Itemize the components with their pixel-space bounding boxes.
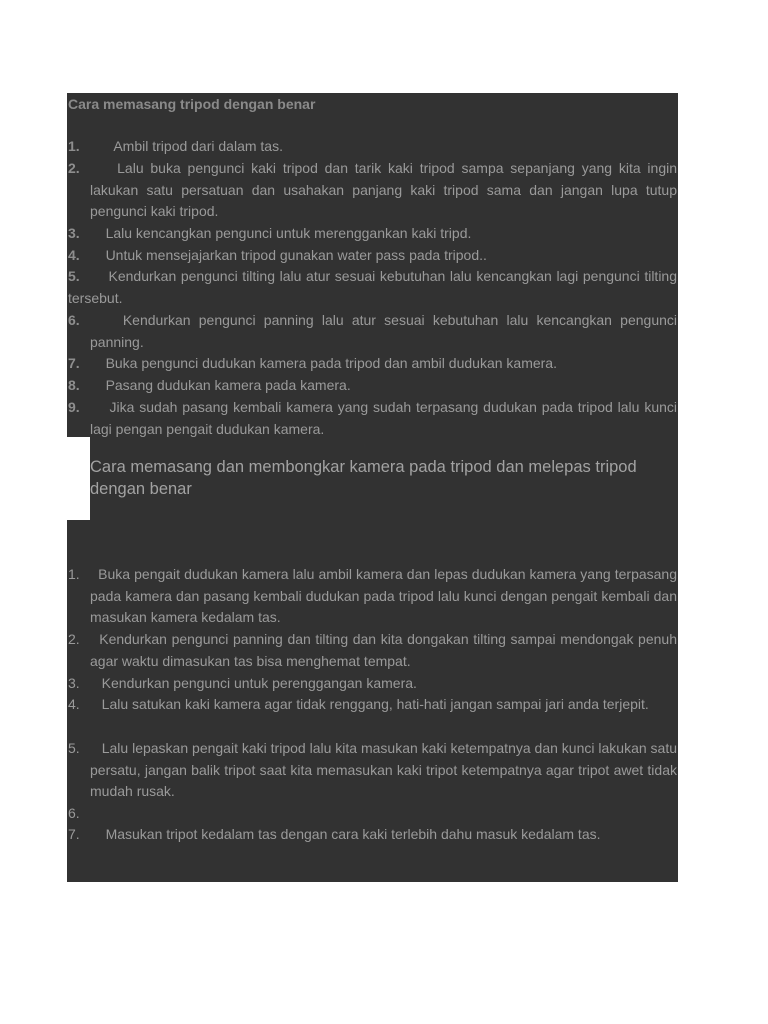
list-item-number: 1. — [68, 138, 80, 154]
list-item-text: Kendurkan pengunci panning dan tilting dan kita dongakan tilting sampai mendongak penuh agar waktu dimasukan tas bisa menghemat tempat. — [90, 631, 681, 669]
list-item-number: 4. — [68, 247, 80, 263]
list-item-text: Lalu satukan kaki kamera agar tidak renggang, hati-hati jangan sampai jari anda terjepit. — [90, 696, 649, 712]
list-item-number: 5. — [68, 268, 80, 284]
list-item-text: Kendurkan pengunci untuk perenggangan kamera. — [90, 675, 417, 691]
list-item-text: Lalu kencangkan pengunci untuk merenggankan kaki tripd. — [90, 225, 472, 241]
list-item-text: Pasang dudukan kamera pada kamera. — [90, 377, 351, 393]
list-item-text: Buka pengait dudukan kamera lalu ambil kamera dan lepas dudukan kamera yang terpasang pada kamera dan pasang kembali dudukan pada tripod lalu kunci dengan pengait kembali dan masukan kamera kedalam tas. — [90, 566, 681, 626]
section2-title: Cara memasang dan membongkar kamera pada tripod dan melepas tripod dengan benar — [90, 458, 637, 498]
list-item-number: 6. — [68, 805, 80, 821]
list-item-text: Kendurkan pengunci tilting lalu atur sesuai kebutuhan lalu kencangkan lagi pengunci tilting tersebut. — [68, 268, 681, 306]
list-item-number: 7. — [68, 355, 80, 371]
list-item-text: Lalu buka pengunci kaki tripod dan tarik kaki tripod sampa sepanjang yang kita ingin lakukan satu persatuan dan usahakan panjang kaki tripod sama dan jangan lupa tutup pengunci kaki tripod. — [90, 160, 681, 220]
list-item-text: Untuk mensejajarkan tripod gunakan water pass pada tripod.. — [90, 247, 487, 263]
page-gap — [67, 437, 90, 520]
list-item-text: Buka pengunci dudukan kamera pada tripod dan ambil dudukan kamera. — [90, 355, 557, 371]
list-item-number: 8. — [68, 377, 80, 393]
section1-title: Cara memasang tripod dengan benar — [68, 96, 316, 112]
list-item-number: 5. — [68, 740, 80, 756]
list-item-text: Ambil tripod dari dalam tas. — [90, 138, 283, 154]
list-item-number: 1. — [68, 566, 80, 582]
list-item-text: Kendurkan pengunci panning lalu atur sesuai kebutuhan lalu kencangkan pengunci panning. — [90, 312, 681, 350]
list-item-number: 3. — [68, 675, 80, 691]
list-item-text: Lalu lepaskan pengait kaki tripod lalu kita masukan kaki ketempatnya dan kunci lakukan satu persatu, jangan balik tripot saat kita memasukan kaki tripot ketempatnya agar tripot awet tidak mudah rusak. — [90, 740, 681, 800]
list-item-text: Masukan tripot kedalam tas dengan cara kaki terlebih dahu masuk kedalam tas. — [90, 826, 601, 842]
list-item-number: 3. — [68, 225, 80, 241]
list-item-number: 6. — [68, 312, 80, 328]
list-item-number: 2. — [68, 160, 80, 176]
list-item-number: 4. — [68, 696, 80, 712]
list-item-number: 7. — [68, 826, 80, 842]
list-item-number: 9. — [68, 399, 80, 415]
list-item-number: 2. — [68, 631, 80, 647]
list-item-text: Jika sudah pasang kembali kamera yang sudah terpasang dudukan pada tripod lalu kunci lagi pengan pengait dudukan kamera. — [90, 399, 681, 437]
